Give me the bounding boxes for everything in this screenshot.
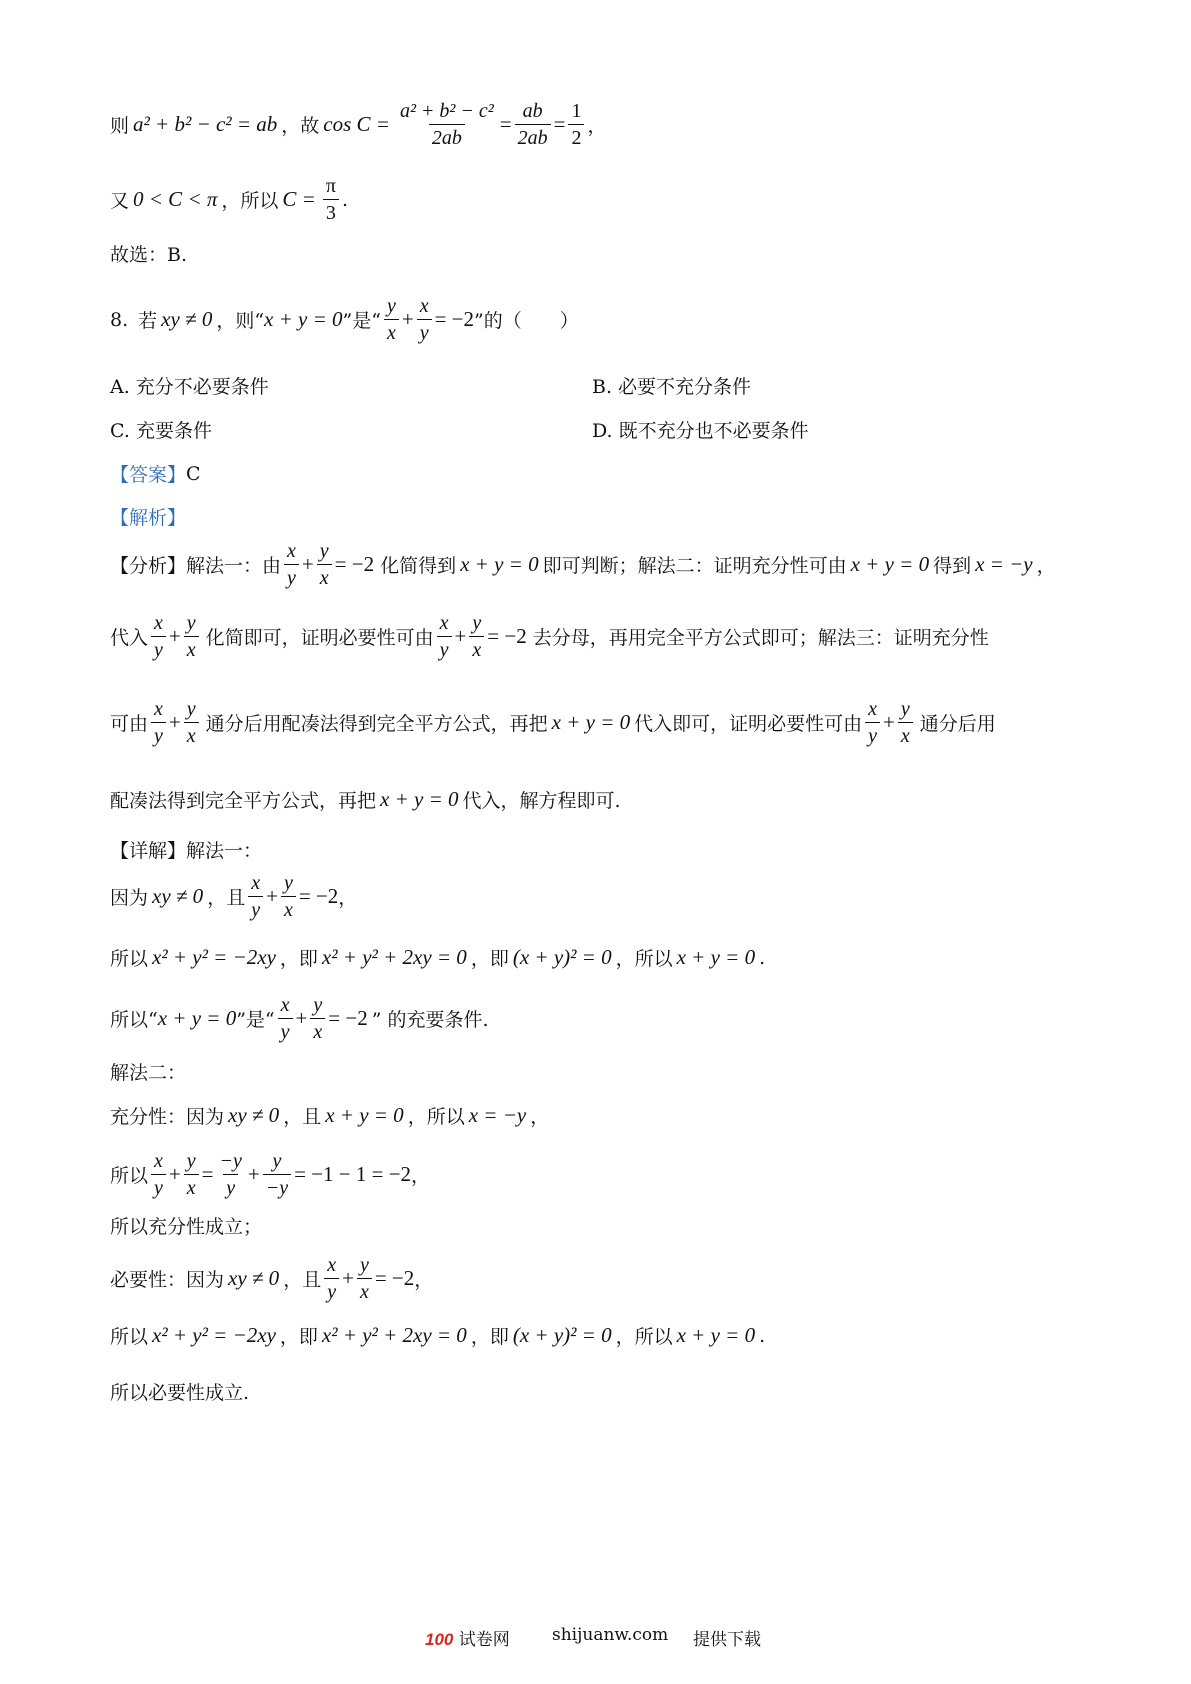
necessity-line-1: 必要性：因为 xy ≠ 0 ，且 $\frac{x}{y}$ + $\frac{y}{x}$ = −2 ， bbox=[110, 1254, 434, 1303]
fraction: $\frac{y}{-y}$ bbox=[263, 1150, 291, 1199]
analysis-line-4: 配凑法得到完全平方公式，再把 x + y = 0 代入，解方程即可. bbox=[110, 787, 621, 812]
equation: a² + b² − c² = ab bbox=[133, 112, 278, 136]
fraction: $\frac{\text{a² + b² − c²}}{2ab}$ bbox=[399, 100, 494, 149]
analysis-line-3: 可由 $\frac{x}{y}$ + $\frac{y}{x}$ 通分后用配凑法得到完全平方公式，再把 x + y = 0 代入即可，证明必要性可由 $\frac{x}{y}$ + $\frac{y}{x}$ 通分后用 bbox=[110, 698, 996, 747]
option-b: B. 必要不充分条件 bbox=[592, 376, 752, 398]
detail-label: 【详解】解法一： bbox=[110, 840, 263, 862]
fraction: $\frac{-y}{y}$ bbox=[219, 1150, 242, 1199]
detail-line-3: 所以“ x + y = 0 ”是“ $\frac{x}{y}$ + $\frac{y}{x}$ = −2 ” 的充要条件. bbox=[110, 994, 489, 1043]
fraction: $\frac{y}{x}$ bbox=[184, 1150, 199, 1199]
footer-brand bbox=[425, 1625, 510, 1650]
site-name: 试卷网 bbox=[458, 1630, 510, 1650]
choice-line: 故选：B. bbox=[110, 244, 188, 266]
sufficiency-line-2: 所以 $\frac{x}{y}$ + $\frac{y}{x}$ = $\frac{-y}{y}$ + $\frac{y}{-y}$ = −1 − 1 = −2 ， bbox=[110, 1150, 431, 1199]
fraction: $\frac{y}{x}$ bbox=[384, 295, 399, 344]
fraction: $\frac{y}{x}$ bbox=[317, 540, 332, 589]
fraction: $\frac{y}{x}$ bbox=[357, 1254, 372, 1303]
fraction: $\frac{1}{2}$ bbox=[568, 100, 584, 149]
solution-line-c-value: 又 0 < C < π ，所以 C = $\frac{\pi}{3}$ . bbox=[110, 175, 348, 224]
fraction: $\frac{x}{y}$ bbox=[278, 994, 293, 1043]
option-a: A. 充分不必要条件 bbox=[110, 376, 269, 398]
analysis-line-2: 代入 $\frac{x}{y}$ + $\frac{y}{x}$ 化简即可，证明必要性可由 $\frac{x}{y}$ + $\frac{y}{x}$ = −2 去分母，再用完全平方公式即可；解法三：证明充分性 bbox=[110, 612, 989, 661]
fraction: $\frac{ab}{2ab}$ bbox=[515, 100, 551, 149]
fraction: $\frac{y}{x}$ bbox=[184, 698, 199, 747]
necessity-conclusion: 所以必要性成立. bbox=[110, 1382, 250, 1404]
question-8: 8. 若 xy ≠ 0 ，则“ x + y = 0 ”是“ $\frac{y}{x}$ + $\frac{x}{y}$ = −2 ”的（ ） bbox=[110, 295, 579, 344]
site-logo: 100 bbox=[425, 1630, 454, 1649]
answer-line bbox=[110, 460, 201, 487]
fraction: $\frac{x}{y}$ bbox=[437, 612, 452, 661]
fraction: $\frac{y}{x}$ bbox=[281, 872, 296, 921]
solution-line-cos: 则 a² + b² − c² = ab ，故 cos C = $\frac{\text{a² + b² − c²}}{2ab}$ = $\frac{ab}{2ab}$ = $\frac{1}{2}$ ， bbox=[110, 100, 607, 149]
fraction: $\frac{x}{y}$ bbox=[151, 612, 166, 661]
detail-line-2: 所以 x² + y² = −2xy ，即 x² + y² + 2xy = 0 ，即 (x + y)² = 0 ，所以 x + y = 0 . bbox=[110, 945, 766, 970]
sufficiency-conclusion: 所以充分性成立； bbox=[110, 1216, 263, 1238]
fraction: $\frac{x}{y}$ bbox=[151, 698, 166, 747]
question-number: 8. bbox=[110, 308, 129, 331]
necessity-line-2: 所以 x² + y² = −2xy ，即 x² + y² + 2xy = 0 ，即 (x + y)² = 0 ，所以 x + y = 0 . bbox=[110, 1323, 766, 1348]
fraction: $\frac{\pi}{3}$ bbox=[323, 175, 339, 224]
option-d: D. 既不充分也不必要条件 bbox=[592, 420, 809, 442]
fraction: $\frac{y}{x}$ bbox=[469, 612, 484, 661]
analysis-line-1: 【分析】解法一：由 $\frac{x}{y}$ + $\frac{y}{x}$ = −2 化简得到 x + y = 0 即可判断；解法二：证明充分性可由 x + y = 0 得到 x = −y ， bbox=[110, 540, 1056, 589]
option-c: C. 充要条件 bbox=[110, 420, 212, 442]
sufficiency-line-1: 充分性：因为 xy ≠ 0 ，且 x + y = 0 ，所以 x = −y ， bbox=[110, 1103, 550, 1128]
fraction: $\frac{x}{y}$ bbox=[865, 698, 880, 747]
fraction: $\frac{x}{y}$ bbox=[324, 1254, 339, 1303]
detail-line-1: 因为 xy ≠ 0 ，且 $\frac{x}{y}$ + $\frac{y}{x}$ = −2 ， bbox=[110, 872, 358, 921]
fraction: $\frac{y}{x}$ bbox=[898, 698, 913, 747]
fraction: $\frac{x}{y}$ bbox=[248, 872, 263, 921]
fraction: $\frac{y}{x}$ bbox=[310, 994, 325, 1043]
fraction: $\frac{x}{y}$ bbox=[417, 295, 432, 344]
fraction: $\frac{x}{y}$ bbox=[151, 1150, 166, 1199]
analysis-label: 【解析】 bbox=[110, 507, 187, 529]
answer-value: C bbox=[186, 462, 201, 485]
fraction: $\frac{x}{y}$ bbox=[284, 540, 299, 589]
fraction: $\frac{y}{x}$ bbox=[184, 612, 199, 661]
answer-label: 【答案】 bbox=[110, 464, 187, 486]
footer-domain[interactable]: shijuanw.com bbox=[552, 1625, 669, 1645]
footer-provide: 提供下载 bbox=[693, 1630, 761, 1650]
method2-label: 解法二： bbox=[110, 1062, 187, 1084]
